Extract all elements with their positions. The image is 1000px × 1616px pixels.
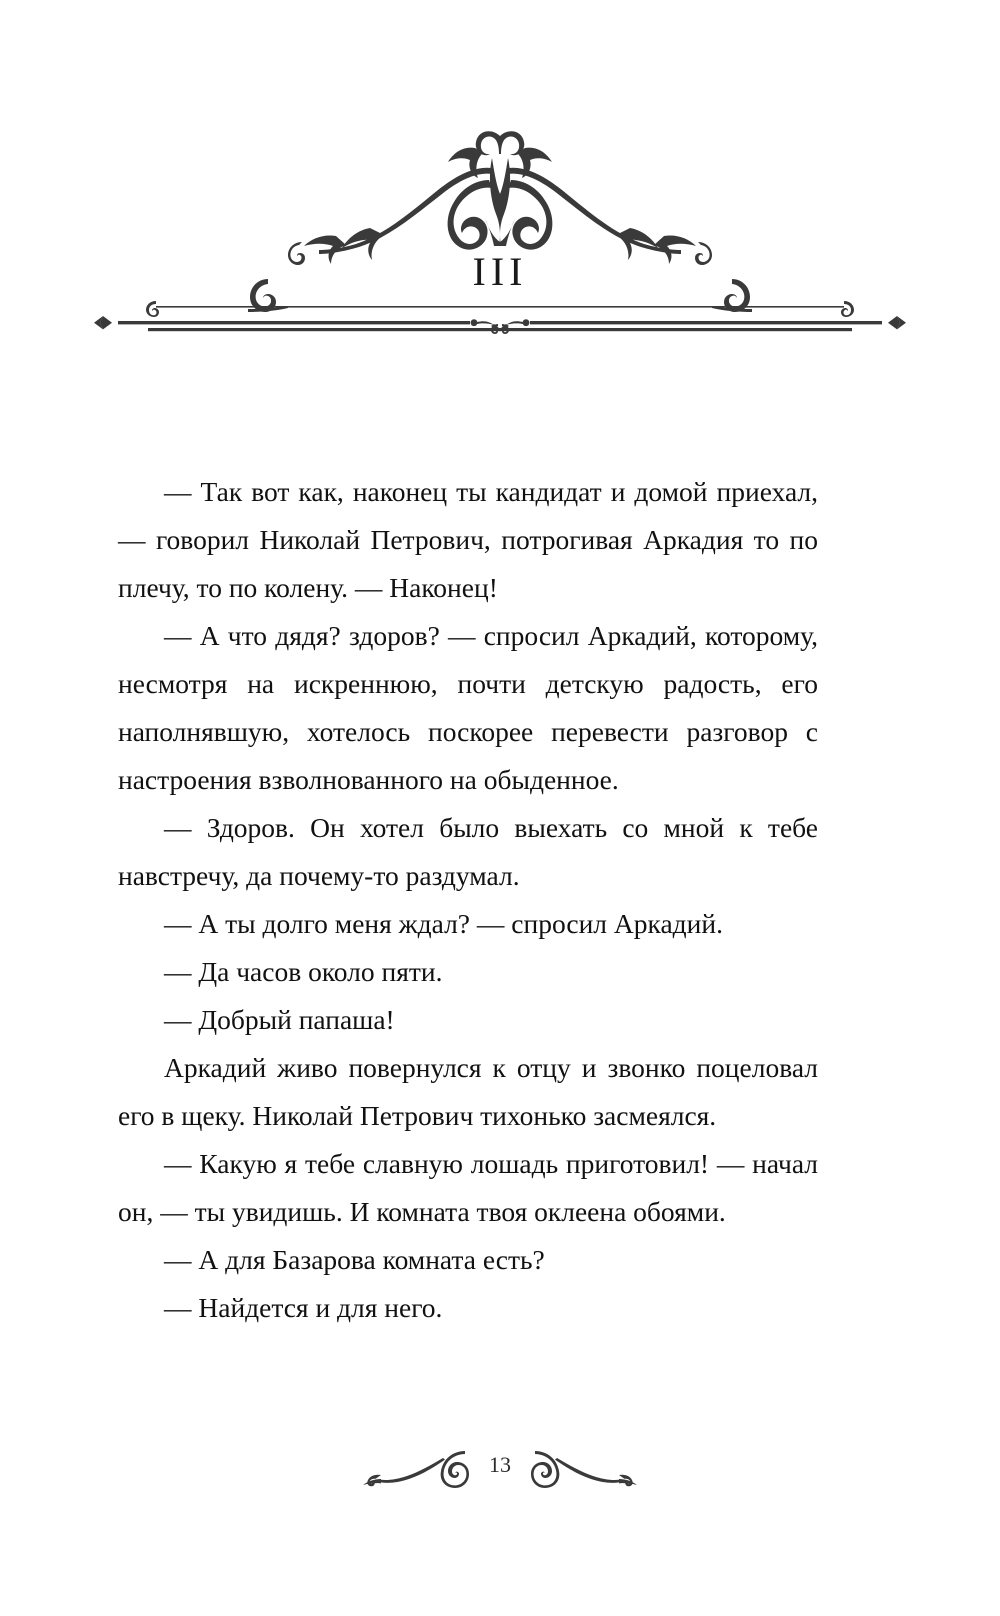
flourish-scroll-right-icon [525, 1445, 643, 1489]
paragraph: — А что дядя? здоров? — спросил Аркадий, которому, несмотря на искреннюю, почти детскую радость, его наполнявшую, хотелось поскорее перевести разговор с настроения взволнованного на обыденное. [118, 620, 818, 795]
paragraph: — Какую я тебе славную лошадь приготовил! — начал он, — ты увидишь. И комната твоя оклеена обоями. [118, 1148, 818, 1227]
flourish-scroll-left-icon [357, 1445, 475, 1489]
paragraph: — Да часов около пяти. [164, 956, 443, 987]
paragraph: — Здоров. Он хотел было выехать со мной к тебе навстречу, да почему-то раздумал. [118, 812, 818, 891]
paragraph: — Найдется и для него. [164, 1292, 443, 1323]
paragraph: — А ты долго меня ждал? — спросил Аркадий. [164, 908, 723, 939]
paragraph: Аркадий живо повернулся к отцу и звонко поцеловал его в щеку. Николай Петрович тихонько засмеялся. [118, 1052, 818, 1131]
page-number: 13 [489, 1452, 511, 1477]
page-footer [0, 1432, 1000, 1502]
chapter-number: III [472, 249, 528, 294]
paragraph: — Так вот как, наконец ты кандидат и домой приехал, — говорил Николай Петрович, потрогивая Аркадия то по плечу, то по колену. — Наконец! [118, 476, 818, 603]
scrollwork-crown-ornament [240, 118, 760, 268]
paragraph: — Добрый папаша! [164, 1004, 395, 1035]
paragraph: — А для Базарова комната есть? [164, 1244, 545, 1275]
chapter-divider-rule [90, 298, 910, 334]
body-text [118, 468, 818, 1332]
